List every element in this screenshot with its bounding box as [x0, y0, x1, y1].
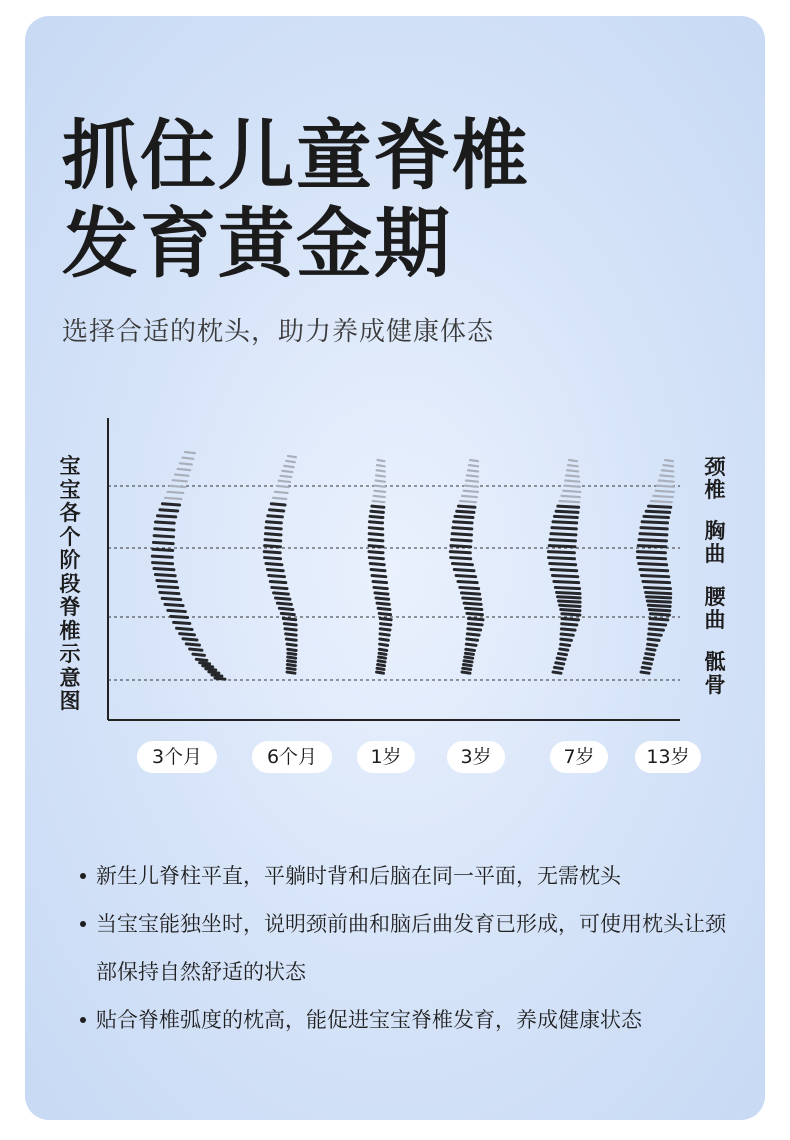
age-label-6-months: 6个月	[252, 741, 332, 773]
vertebra-2-35	[287, 644, 296, 645]
vertebra-1-29	[174, 622, 190, 623]
vertebra-6-5	[659, 480, 674, 481]
vertebra-6-12	[644, 516, 668, 517]
bullet-dot	[80, 873, 86, 879]
vertebra-6-39	[645, 658, 653, 659]
vertebra-1-39	[206, 669, 216, 670]
vertebra-6-20	[639, 564, 667, 565]
vertebra-1-42	[215, 678, 225, 679]
vertebra-5-1	[569, 460, 577, 461]
vertebra-1-32	[183, 639, 197, 640]
vertebra-4-30	[468, 619, 483, 620]
vertebra-5-4	[566, 475, 579, 476]
vertebra-4-2	[469, 465, 478, 466]
vertebra-6-42	[641, 672, 649, 673]
vertebra-4-31	[468, 624, 482, 625]
vertebra-3-18	[369, 552, 383, 553]
vertebra-1-17	[153, 549, 173, 550]
vertebra-2-14	[266, 528, 281, 529]
vertebra-2-23	[270, 581, 285, 582]
vertebra-6-41	[642, 667, 650, 668]
bullet-item	[80, 852, 740, 900]
vertebra-2-26	[275, 598, 289, 599]
vertebra-3-32	[380, 629, 390, 630]
region-label-thoracic: 胸曲	[704, 519, 726, 566]
vertebra-3-23	[373, 581, 387, 582]
vertebra-6-27	[647, 601, 670, 602]
vertebra-1-35	[193, 654, 204, 655]
vertebra-5-28	[560, 605, 580, 606]
vertebra-1-9	[165, 498, 181, 499]
vertebra-6-3	[662, 470, 674, 471]
vertebra-2-20	[266, 564, 282, 565]
vertebra-4-13	[454, 522, 472, 523]
vertebra-2-21	[267, 570, 283, 571]
vertebra-5-36	[561, 644, 570, 645]
vertebra-5-11	[556, 511, 578, 512]
vertebra-6-29	[649, 610, 669, 611]
vertebra-5-15	[551, 534, 576, 535]
vertebra-6-2	[663, 465, 673, 466]
vertebra-6-1	[665, 460, 673, 461]
vertebra-6-9	[651, 501, 672, 502]
vertebra-6-31	[650, 619, 668, 620]
vertebra-2-6	[279, 481, 290, 482]
vertebra-5-27	[559, 601, 581, 602]
vertebra-6-10	[649, 506, 671, 507]
vertebra-2-4	[282, 471, 292, 472]
vertebra-3-33	[380, 634, 389, 635]
vertebra-4-35	[466, 644, 476, 645]
vertebra-3-28	[378, 608, 390, 609]
vertebra-2-42	[287, 672, 295, 673]
vertebra-3-24	[374, 587, 387, 588]
vertebra-3-29	[379, 613, 390, 614]
vertebra-5-6	[564, 486, 580, 487]
vertebra-5-35	[561, 639, 572, 640]
vertebra-6-15	[640, 534, 667, 535]
vertebra-6-4	[660, 475, 673, 476]
vertebra-3-31	[380, 624, 390, 625]
vertebra-4-11	[457, 511, 474, 512]
vertebra-4-18	[450, 552, 470, 553]
vertebra-2-16	[265, 540, 281, 541]
vertebra-2-5	[280, 476, 291, 477]
age-label-7-years: 7岁	[550, 741, 608, 773]
vertebra-2-31	[284, 624, 296, 625]
vertebra-1-13	[155, 522, 174, 523]
vertebra-3-27	[377, 603, 389, 604]
page-title-line2: 发育黄金期	[62, 199, 452, 288]
vertebra-5-5	[565, 480, 579, 481]
vertebra-1-38	[203, 666, 213, 667]
vertebra-1-14	[155, 529, 174, 530]
vertebra-1-15	[154, 536, 173, 537]
bullet-item	[80, 996, 740, 1044]
vertebra-3-39	[378, 661, 385, 662]
vertebra-2-11	[270, 510, 284, 511]
vertebra-2-17	[265, 546, 281, 547]
vertebra-3-10	[372, 506, 384, 507]
vertebra-3-42	[377, 672, 384, 673]
vertebra-1-24	[160, 592, 179, 593]
vertebra-6-26	[646, 597, 670, 598]
vertebra-3-13	[369, 522, 382, 523]
vertebra-2-12	[268, 516, 283, 517]
page-title-line1: 抓住儿童脊椎	[62, 111, 530, 200]
vertebra-5-9	[560, 501, 580, 502]
vertebra-5-42	[553, 672, 561, 673]
vertebra-2-41	[287, 668, 295, 669]
vertebra-4-7	[464, 491, 478, 492]
vertebra-4-4	[467, 475, 478, 476]
vertebra-3-2	[377, 465, 385, 466]
vertebra-4-27	[464, 603, 481, 604]
vertebra-2-24	[272, 587, 287, 588]
vertebra-5-40	[556, 663, 564, 664]
vertebra-4-36	[466, 649, 475, 650]
vertebra-6-16	[639, 540, 666, 541]
vertebra-4-8	[462, 496, 477, 497]
vertebra-4-14	[453, 528, 472, 529]
vertebra-4-40	[463, 664, 471, 665]
bullet-dot	[80, 1017, 86, 1023]
vertebra-3-22	[372, 575, 386, 576]
vertebra-5-21	[551, 570, 577, 571]
vertebra-3-30	[380, 619, 391, 620]
vertebra-3-25	[375, 593, 388, 594]
vertebra-4-34	[467, 639, 478, 640]
vertebra-3-11	[371, 511, 383, 512]
vertebra-2-28	[279, 608, 293, 609]
vertebra-5-16	[550, 540, 575, 541]
vertebra-6-21	[640, 570, 668, 571]
vertebra-5-17	[549, 546, 575, 547]
vertebra-5-2	[568, 465, 578, 466]
vertebra-2-8	[275, 492, 288, 493]
vertebra-2-32	[285, 629, 296, 630]
bullet-text: 新生儿脊柱平直，平躺时背和后脑在同一平面，无需枕头	[96, 864, 621, 888]
vertebra-6-14	[641, 528, 667, 529]
vertebra-2-18	[264, 552, 280, 553]
vertebra-3-16	[369, 540, 383, 541]
vertebra-6-34	[649, 634, 662, 635]
vertebra-5-3	[567, 470, 578, 471]
vertebra-6-33	[649, 629, 663, 630]
vertebra-4-21	[454, 570, 474, 571]
vertebra-4-3	[468, 470, 478, 471]
vertebra-3-34	[380, 639, 389, 640]
vertebra-2-13	[266, 522, 281, 523]
vertebra-6-23	[643, 581, 670, 582]
vertebra-1-36	[196, 659, 207, 660]
vertebra-3-21	[371, 570, 385, 571]
vertebra-3-41	[377, 668, 384, 669]
vertebra-5-22	[552, 575, 577, 576]
vertebra-1-10	[162, 504, 179, 505]
vertebra-4-24	[460, 587, 479, 588]
vertebra-5-37	[560, 649, 568, 650]
vertebra-3-9	[373, 501, 385, 502]
vertebra-5-33	[561, 629, 575, 630]
vertebra-1-19	[153, 563, 173, 564]
vertebra-1-18	[152, 556, 172, 557]
vertebra-5-8	[561, 496, 579, 497]
region-label-lumbar: 腰曲	[704, 585, 726, 632]
vertebra-4-19	[451, 558, 471, 559]
vertebra-5-34	[561, 634, 573, 635]
vertebra-3-7	[375, 491, 386, 492]
vertebra-6-11	[646, 511, 669, 512]
vertebra-1-4	[178, 469, 191, 470]
vertebra-5-41	[554, 667, 562, 668]
vertebra-4-28	[466, 608, 482, 609]
vertebra-2-2	[286, 461, 295, 462]
vertebra-2-22	[269, 575, 285, 576]
vertebra-4-42	[462, 672, 470, 673]
vertebra-4-23	[458, 581, 477, 582]
vertebra-3-20	[370, 564, 384, 565]
vertebra-4-39	[464, 661, 472, 662]
vertebra-5-26	[558, 597, 581, 598]
vertebra-4-6	[465, 486, 478, 487]
vertebra-3-38	[379, 657, 386, 658]
page-subtitle: 选择合适的枕头，助力养成健康体态	[62, 317, 495, 347]
vertebra-3-37	[379, 653, 386, 654]
vertebra-4-38	[465, 657, 473, 658]
vertebra-3-17	[369, 546, 383, 547]
vertebra-1-31	[180, 634, 195, 635]
vertebra-6-17	[638, 546, 666, 547]
bullet-text: 贴合脊椎弧度的枕高，能促进宝宝脊椎发育，养成健康状态	[96, 1008, 642, 1032]
vertebra-3-12	[370, 516, 383, 517]
vertebra-4-5	[466, 480, 478, 481]
vertebra-5-10	[558, 506, 579, 507]
age-label-3-years: 3岁	[447, 741, 505, 773]
vertebra-5-20	[550, 564, 576, 565]
vertebra-2-25	[274, 593, 289, 594]
vertebra-2-36	[288, 649, 296, 650]
vertebra-4-20	[452, 564, 472, 565]
vertebra-1-33	[186, 644, 199, 645]
vertebra-6-19	[638, 558, 666, 559]
vertebra-3-4	[376, 475, 385, 476]
vertebra-2-33	[286, 634, 297, 635]
vertebra-1-3	[180, 463, 192, 464]
vertebra-1-25	[162, 598, 181, 599]
vertebra-1-27	[168, 610, 186, 611]
vertebra-6-38	[646, 654, 654, 655]
vertebra-1-2	[183, 458, 194, 459]
vertebra-1-34	[190, 649, 202, 650]
vertebra-5-39	[557, 658, 565, 659]
vertebra-5-13	[553, 522, 577, 523]
vertebra-4-10	[458, 506, 475, 507]
vertebra-1-20	[154, 569, 174, 570]
vertebra-2-7	[277, 486, 289, 487]
vertebra-6-25	[646, 592, 671, 593]
vertebra-2-30	[283, 619, 295, 620]
vertebra-4-26	[463, 598, 481, 599]
vertebra-6-37	[647, 649, 655, 650]
vertebra-2-40	[287, 664, 295, 665]
vertebra-2-34	[286, 639, 296, 640]
bullet-item	[80, 900, 740, 996]
vertebra-3-35	[380, 644, 388, 645]
vertebra-4-16	[452, 540, 472, 541]
vertebra-2-37	[288, 653, 296, 654]
bullet-list	[80, 852, 740, 1044]
vertebra-1-12	[157, 516, 175, 517]
vertebra-5-14	[552, 528, 576, 529]
vertebra-4-41	[463, 668, 471, 669]
vertebra-5-24	[555, 587, 579, 588]
vertebra-5-31	[562, 619, 579, 620]
vertebra-5-29	[561, 610, 580, 611]
vertebra-4-9	[460, 501, 476, 502]
vertebra-6-8	[653, 496, 673, 497]
vertebra-6-22	[641, 575, 668, 576]
vertebra-3-40	[378, 664, 385, 665]
vertebra-4-17	[451, 546, 471, 547]
vertebra-6-30	[650, 614, 669, 615]
vertebra-6-36	[648, 644, 657, 645]
vertebra-1-28	[171, 616, 188, 617]
bullet-dot	[80, 921, 86, 927]
vertebra-2-3	[284, 466, 293, 467]
vertebra-1-37	[200, 663, 210, 664]
vertebra-2-29	[281, 613, 294, 614]
vertebra-4-33	[467, 634, 479, 635]
vertebra-1-22	[157, 580, 177, 581]
vertebra-4-32	[468, 629, 481, 630]
vertebra-5-19	[549, 558, 575, 559]
age-label-1-year: 1岁	[357, 741, 415, 773]
vertebra-1-21	[155, 575, 175, 576]
vertebra-5-32	[562, 624, 577, 625]
vertebra-5-7	[563, 491, 580, 492]
vertebra-6-35	[648, 639, 659, 640]
vertebra-2-9	[273, 498, 286, 499]
vertebra-1-30	[177, 628, 193, 629]
vertebra-6-6	[657, 486, 674, 487]
vertebra-1-26	[165, 604, 183, 605]
vertebra-2-19	[265, 558, 281, 559]
vertebra-1-23	[158, 586, 177, 587]
vertebra-1-5	[175, 475, 188, 476]
vertebra-1-7	[170, 486, 185, 487]
vertebra-3-36	[379, 649, 386, 650]
vertebra-6-40	[643, 663, 651, 664]
vertebra-6-13	[642, 522, 667, 523]
vertebra-3-5	[376, 480, 385, 481]
region-label-sacral: 骶骨	[704, 650, 726, 697]
vertebra-3-1	[378, 460, 385, 461]
vertebra-4-15	[452, 534, 471, 535]
vertebra-6-18	[637, 552, 665, 553]
bullet-text: 当宝宝能独坐时，说明颈前曲和脑后曲发育已形成，可使用枕头让颈部保持自然舒适的状态	[96, 912, 726, 984]
vertebra-2-27	[277, 603, 291, 604]
vertebra-4-22	[456, 575, 476, 576]
vertebra-1-6	[173, 480, 187, 481]
vertebra-6-24	[645, 587, 671, 588]
vertebra-3-6	[375, 486, 385, 487]
vertebra-6-32	[650, 624, 666, 625]
vertebra-5-23	[554, 581, 579, 582]
vertebra-3-15	[369, 534, 383, 535]
vertebra-3-14	[369, 528, 382, 529]
vertebra-1-11	[160, 510, 178, 511]
age-label-3-months: 3个月	[137, 741, 217, 773]
vertebra-5-18	[548, 552, 574, 553]
vertebra-6-28	[648, 605, 670, 606]
vertebra-1-40	[209, 672, 219, 673]
vertebra-1-1	[185, 452, 195, 453]
chart-y-label: 宝宝各个阶段脊椎示意图	[59, 454, 81, 713]
vertebra-3-8	[374, 496, 385, 497]
vertebra-6-7	[656, 491, 674, 492]
vertebra-2-38	[288, 657, 296, 658]
vertebra-5-12	[554, 516, 577, 517]
vertebra-4-25	[461, 593, 479, 594]
vertebra-1-8	[168, 492, 184, 493]
vertebra-2-39	[288, 661, 296, 662]
region-label-cervical: 颈椎	[704, 455, 726, 502]
vertebra-4-1	[470, 460, 478, 461]
vertebra-3-19	[369, 558, 383, 559]
age-label-13-years: 13岁	[635, 741, 701, 773]
vertebra-2-1	[288, 456, 296, 457]
vertebra-2-10	[271, 504, 285, 505]
vertebra-3-26	[376, 598, 389, 599]
vertebra-5-30	[562, 614, 580, 615]
vertebra-3-3	[377, 470, 385, 471]
vertebra-4-12	[455, 516, 473, 517]
vertebra-4-29	[467, 613, 482, 614]
vertebra-1-16	[153, 542, 173, 543]
vertebra-4-37	[465, 653, 473, 654]
vertebra-1-41	[212, 675, 222, 676]
vertebra-2-15	[265, 534, 281, 535]
vertebra-5-25	[557, 592, 580, 593]
vertebra-5-38	[558, 654, 566, 655]
